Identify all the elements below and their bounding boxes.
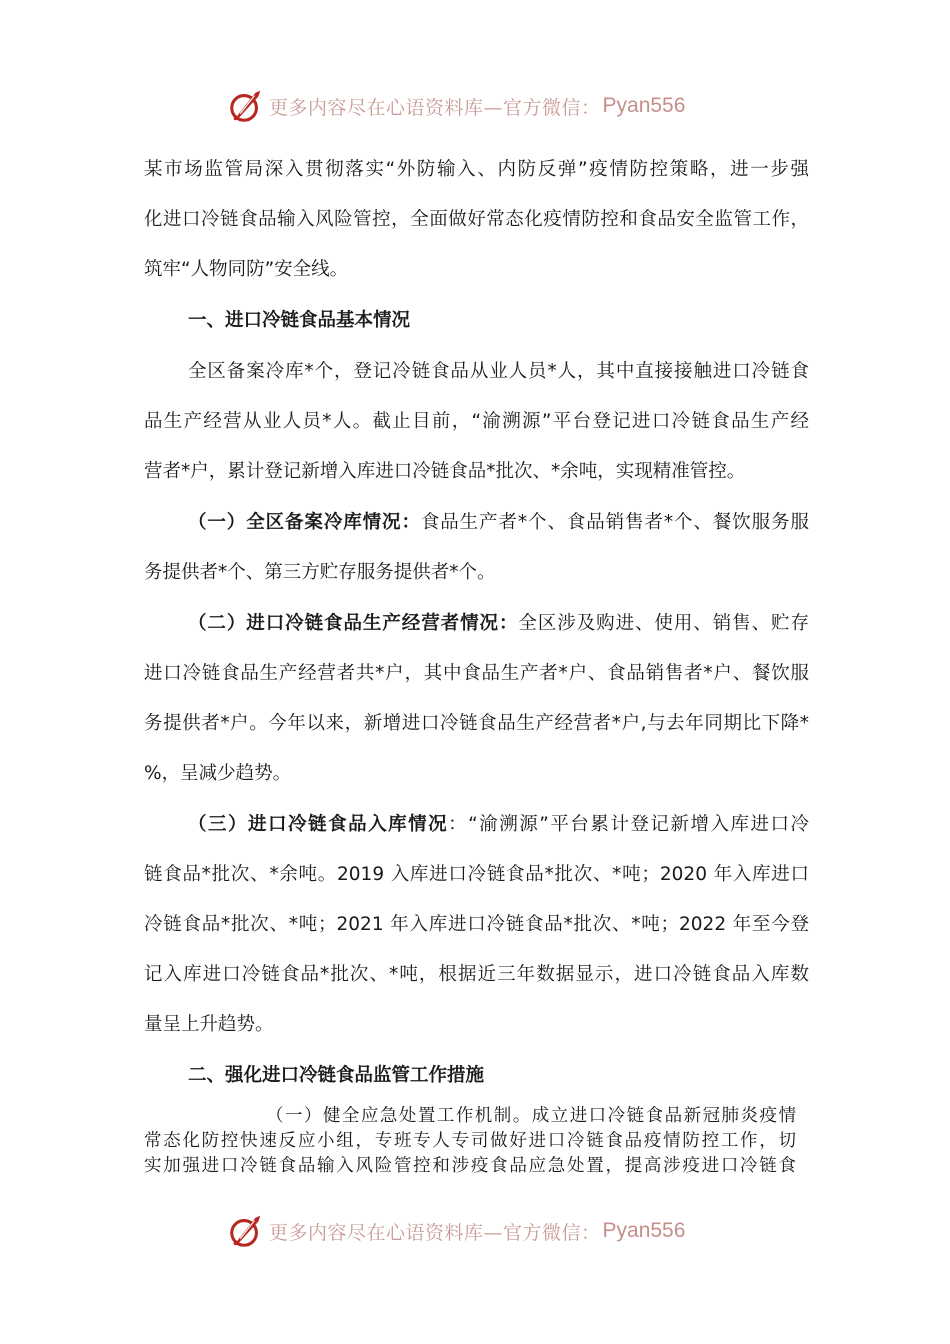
intro-line: 筑牢“人物同防”安全线。 bbox=[144, 259, 349, 280]
item-line: 量呈上升趋势。 bbox=[144, 1014, 274, 1035]
item-text: ：“渝溯源”平台累计登记新增入库进口冷 bbox=[448, 814, 809, 835]
paragraph-line: 品生产经营从业人员*人。截止目前，“渝溯源”平台登记进口冷链食品生产经 bbox=[144, 411, 809, 432]
paragraph-line: 常态化防控快速反应小组，专班专人专司做好进口冷链食品疫情防控工作，切 bbox=[144, 1131, 796, 1151]
quill-seal-logo-icon bbox=[227, 1212, 265, 1250]
intro-line: 化进口冷链食品输入风险管控，全面做好常态化疫情防控和食品安全监管工作， bbox=[144, 209, 809, 230]
watermark-footer bbox=[227, 1209, 685, 1253]
item-line bbox=[188, 510, 809, 536]
section-heading: 一、进口冷链食品基本情况 bbox=[188, 310, 411, 331]
item-line: 链食品*批次、*余吨。2019 入库进口冷链食品*批次、*吨；2020 年入库进口 bbox=[144, 864, 809, 885]
item-title: （一）全区备案冷库情况： bbox=[188, 512, 421, 533]
section-heading: 二、强化进口冷链食品监管工作措施 bbox=[188, 1065, 485, 1086]
item-title: （二）进口冷链食品生产经营者情况： bbox=[188, 613, 519, 634]
paragraph-line: 全区备案冷库*个，登记冷链食品从业人员*人，其中直接接触进口冷链食 bbox=[188, 361, 809, 382]
item-text: 食品生产者*个、食品销售者*个、餐饮服务服 bbox=[420, 512, 809, 533]
quill-seal-logo-icon bbox=[227, 87, 265, 125]
item-line: 冷链食品*批次、*吨；2021 年入库进口冷链食品*批次、*吨；2022 年至今登 bbox=[144, 914, 809, 935]
intro-line: 某市场监管局深入贯彻落实“外防输入、内防反弹”疫情防控策略，进一步强 bbox=[144, 159, 809, 180]
watermark-header bbox=[227, 84, 685, 128]
watermark-wechat-id: Pyan556 bbox=[602, 94, 686, 117]
watermark-text: 更多内容尽在心语资料库—官方微信： bbox=[269, 1221, 601, 1244]
item-line: 务提供者*户。今年以来，新增进口冷链食品生产经营者*户,与去年同期比下降* bbox=[144, 713, 809, 734]
item-line: %，呈减少趋势。 bbox=[144, 763, 292, 784]
paragraph-line: 实加强进口冷链食品输入风险管控和涉疫食品应急处置，提高涉疫进口冷链食 bbox=[144, 1156, 796, 1176]
item-line: 进口冷链食品生产经营者共*户，其中食品生产者*户、食品销售者*户、餐饮服 bbox=[144, 663, 809, 684]
paragraph-line: （一）健全应急处置工作机制。成立进口冷链食品新冠肺炎疫情 bbox=[266, 1106, 796, 1126]
item-line bbox=[188, 611, 809, 637]
item-text: 全区涉及购进、使用、销售、贮存 bbox=[518, 613, 809, 634]
item-line: 务提供者*个、第三方贮存服务提供者*个。 bbox=[144, 562, 496, 583]
watermark-text: 更多内容尽在心语资料库—官方微信： bbox=[269, 96, 601, 119]
paragraph-line: 营者*户，累计登记新增入库进口冷链食品*批次、*余吨，实现精准管控。 bbox=[144, 461, 746, 482]
item-line bbox=[188, 812, 809, 838]
item-title: （三）进口冷链食品入库情况 bbox=[188, 814, 449, 835]
watermark-wechat-id: Pyan556 bbox=[602, 1219, 686, 1242]
item-line: 记入库进口冷链食品*批次、*吨，根据近三年数据显示，进口冷链食品入库数 bbox=[144, 964, 809, 985]
